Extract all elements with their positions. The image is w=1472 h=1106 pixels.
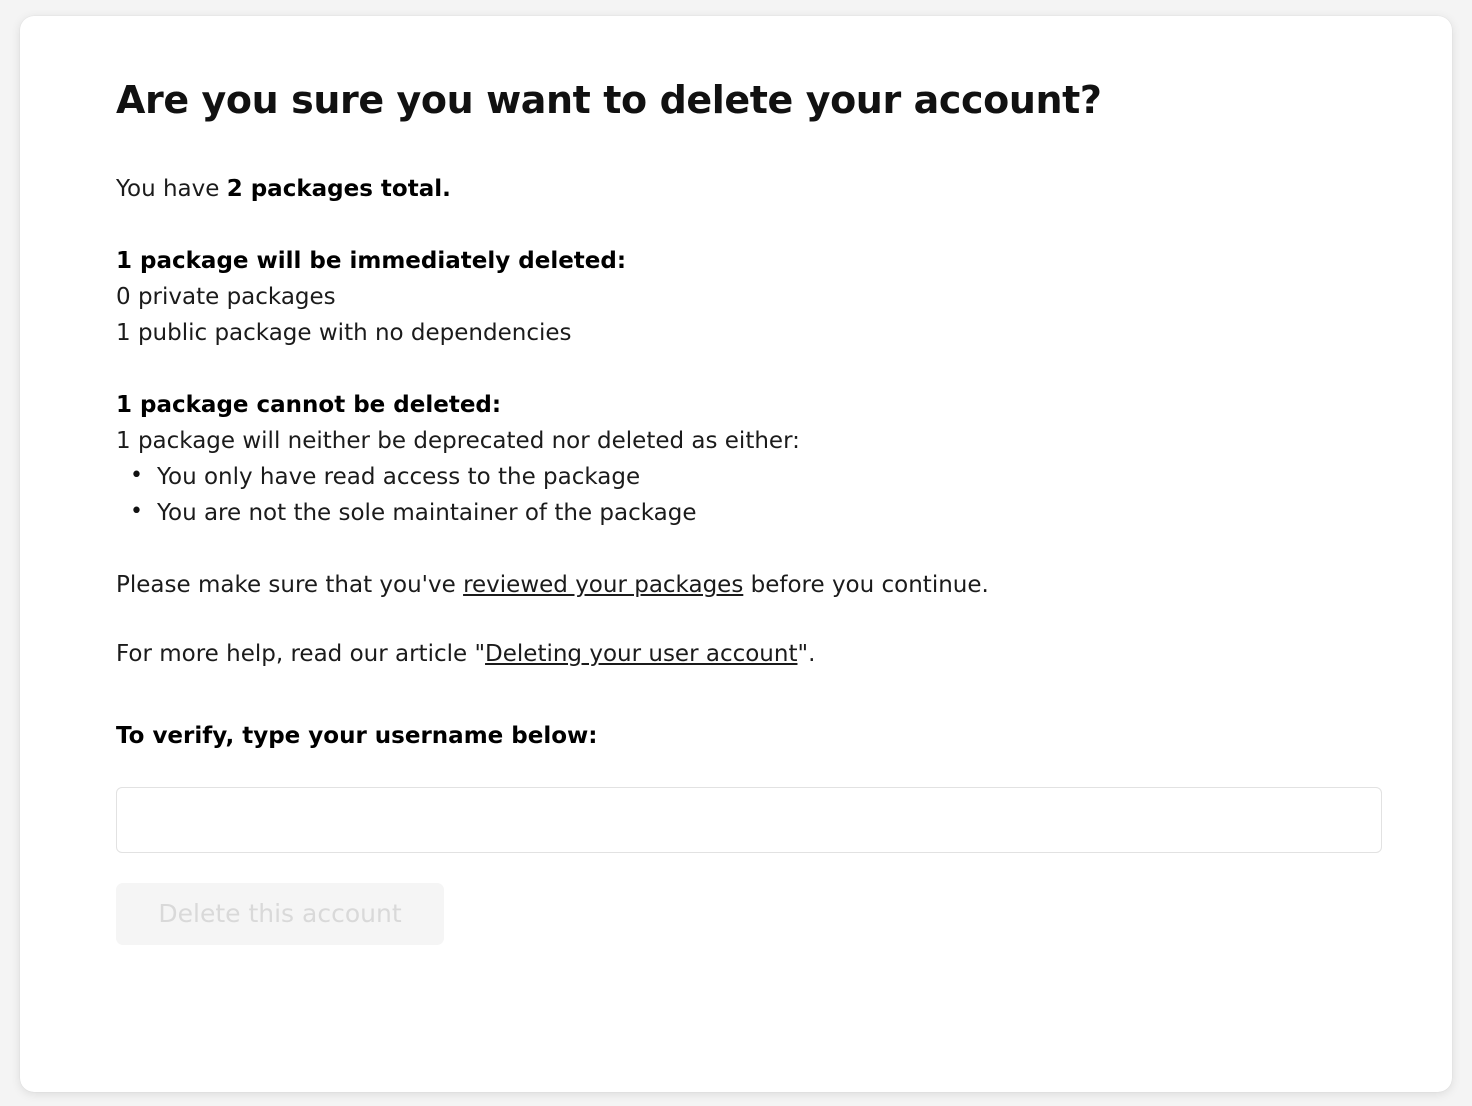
help-article-line [116,636,1374,672]
list-item: • You are not the sole maintainer of the package [157,495,1374,531]
cannot-delete-section [116,387,1374,531]
immediate-delete-line-public: 1 public package with no dependencies [116,319,572,346]
review-prefix: Please make sure that you've [116,571,464,598]
cannot-delete-intro: 1 package will neither be deprecated nor deleted as either: [116,427,800,454]
immediate-delete-line-private: 0 private packages [116,283,336,310]
delete-account-card [20,16,1452,1092]
verify-username-label: To verify, type your username below: [116,722,598,749]
list-item: • You only have read access to the package [157,459,1374,495]
immediate-delete-heading: 1 package will be immediately deleted: [116,247,627,274]
packages-total-line [116,171,1374,207]
delete-this-account-button[interactable]: Delete this account [116,883,444,945]
cannot-delete-heading: 1 package cannot be deleted: [116,391,502,418]
page-title: Are you sure you want to delete your account? [116,78,1102,122]
help-prefix: For more help, read our article " [116,640,486,667]
reviewed-your-packages-link[interactable]: reviewed your packages [463,571,744,598]
packages-total-count: 2 packages total. [226,175,451,202]
review-suffix: before you continue. [743,571,989,598]
immediate-delete-section [116,243,1374,351]
username-input[interactable] [116,787,1382,853]
deleting-user-account-link[interactable]: Deleting your user account [485,640,798,667]
packages-total-prefix: You have [116,175,227,202]
review-packages-line [116,567,1374,603]
help-suffix: ". [797,640,816,667]
cannot-delete-reasons [116,459,1374,531]
